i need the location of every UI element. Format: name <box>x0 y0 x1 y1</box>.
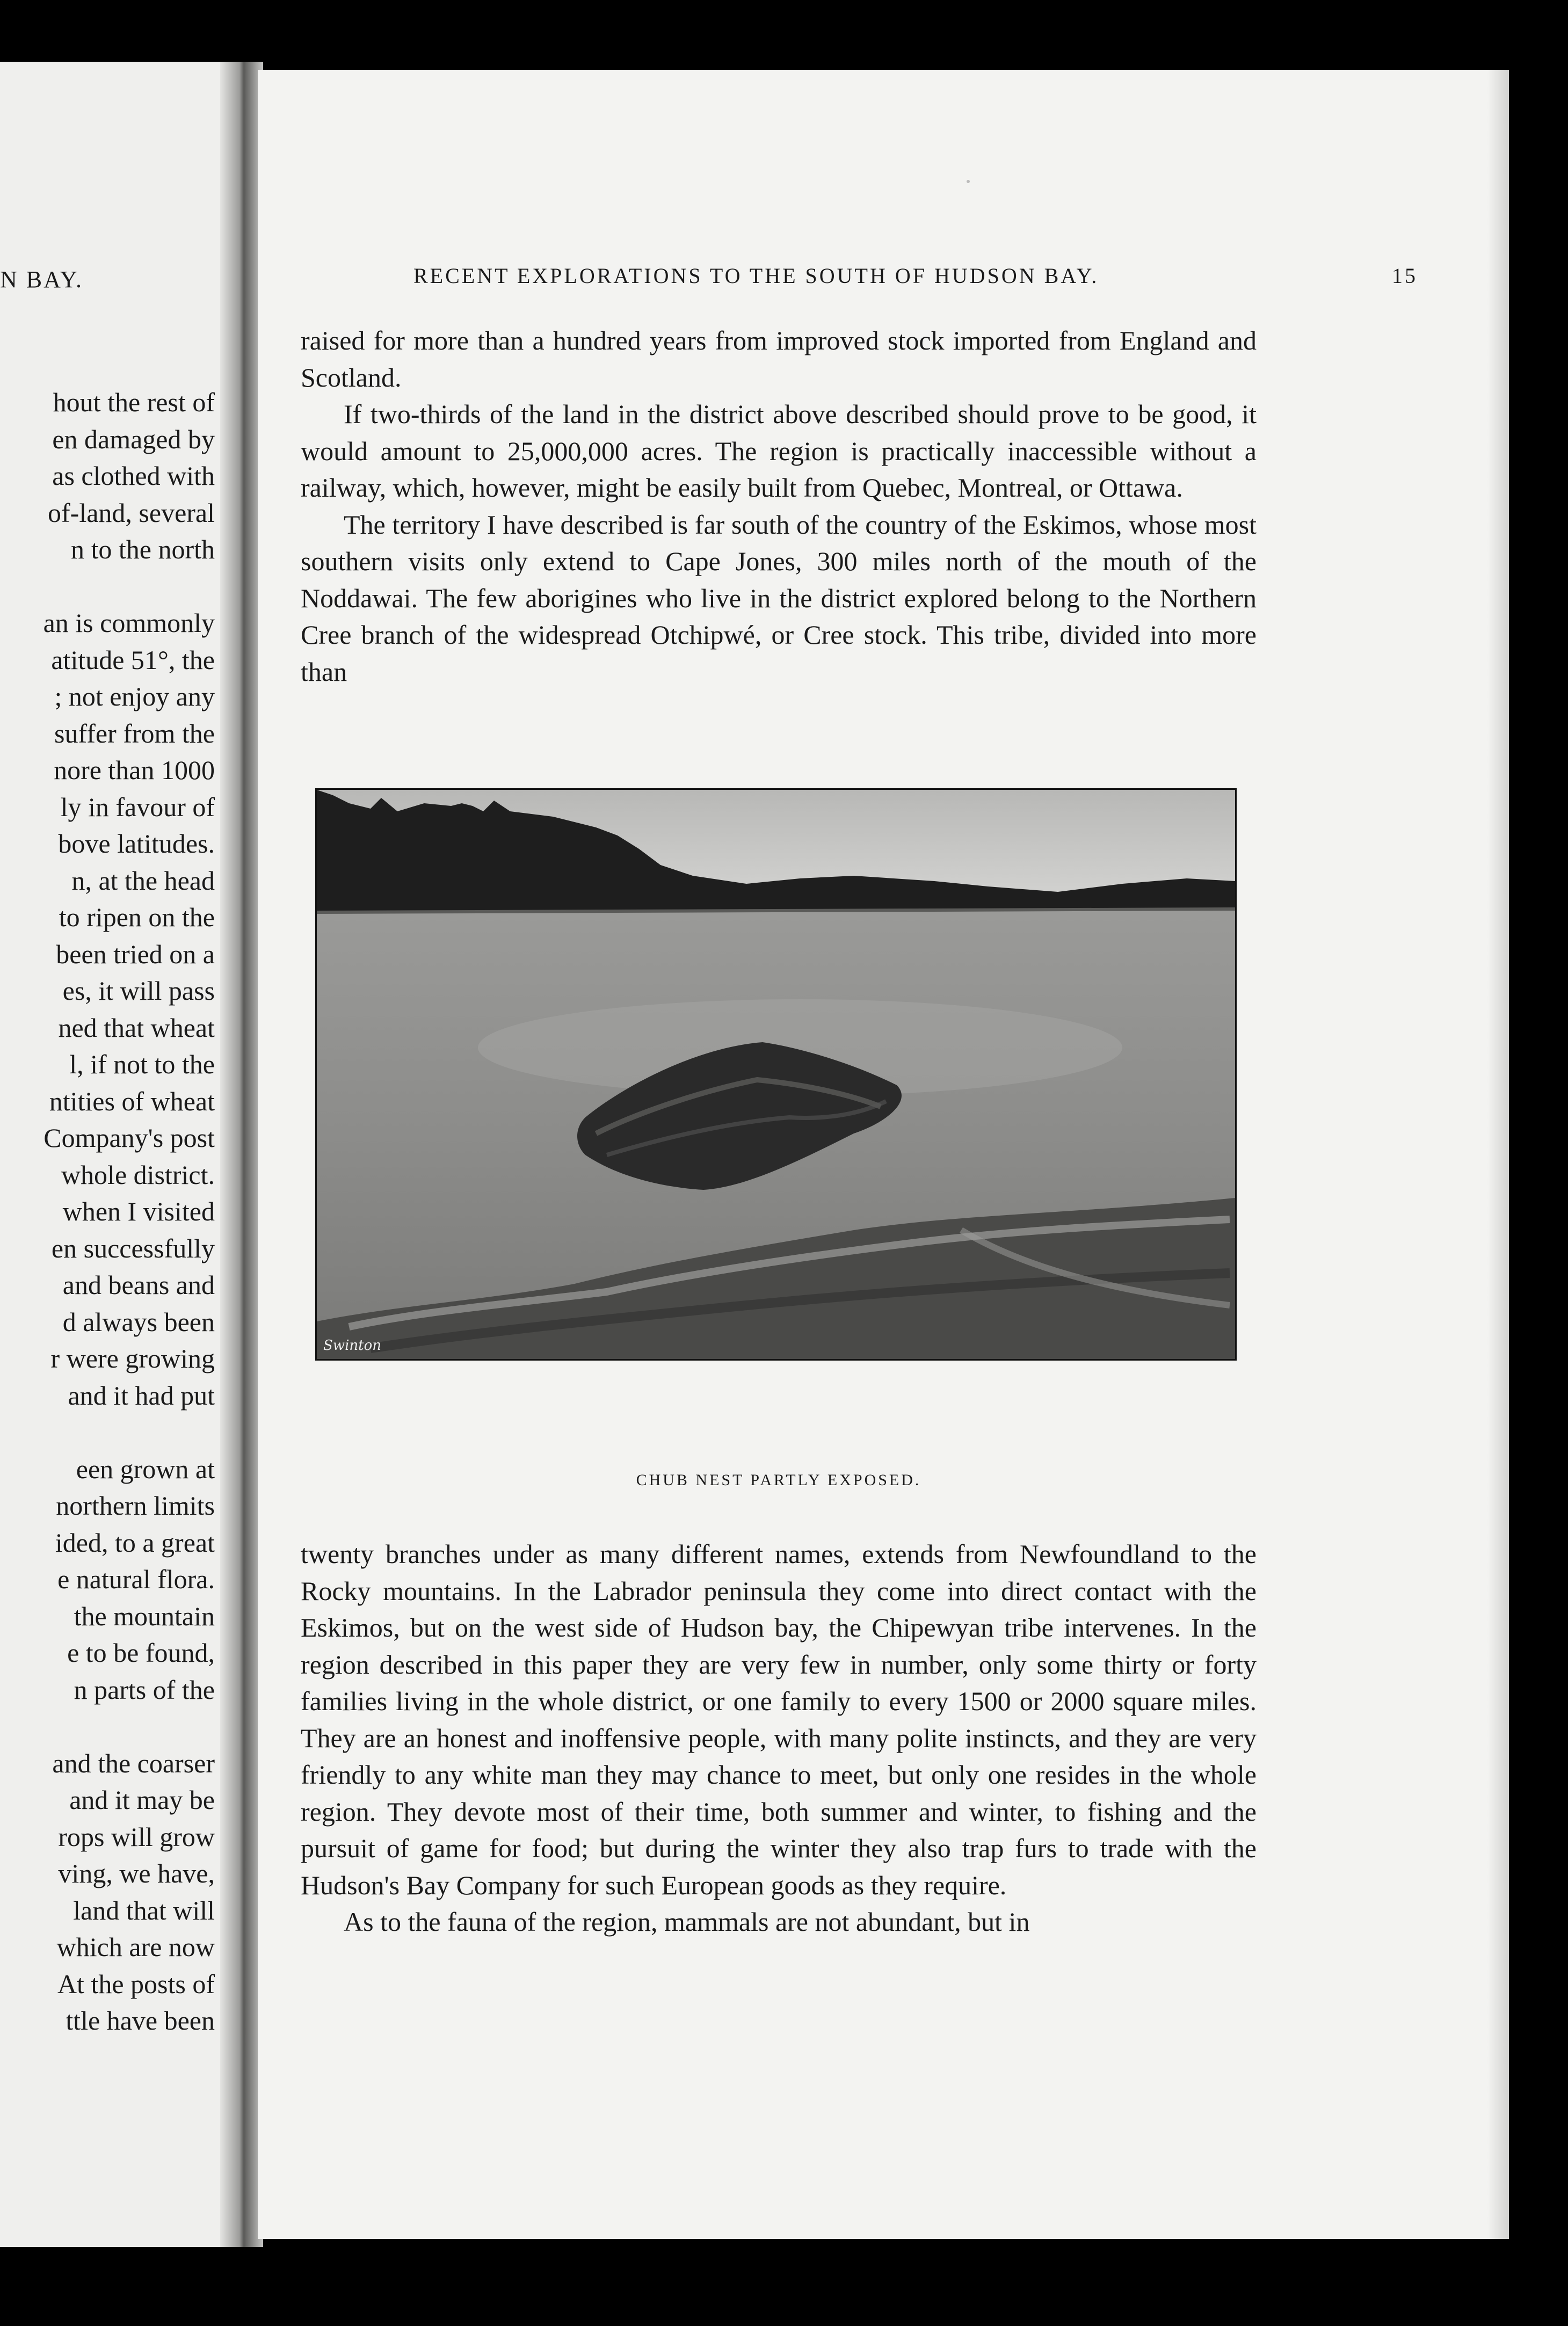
left-page-line: es, it will pass <box>62 976 215 1006</box>
left-page-line: of-land, several <box>48 497 215 528</box>
left-page-line: ntities of wheat <box>49 1086 215 1116</box>
left-page-line: At the posts of <box>57 1968 215 1999</box>
photograph-chub-nest <box>315 788 1237 1361</box>
left-page-line: hout the rest of <box>53 387 215 417</box>
text-block-top <box>301 322 1257 690</box>
left-page-line: and beans and <box>62 1270 215 1300</box>
paragraph: As to the fauna of the region, mammals are not abundant, but in <box>344 1907 1030 1937</box>
paper-speck <box>967 180 970 183</box>
left-page-line: d always been <box>62 1306 215 1337</box>
paragraph: raised for more than a hundred years from improved stock imported from England and Scotland. <box>301 325 1257 392</box>
left-page-line: as clothed with <box>52 461 215 491</box>
left-page-line: northern limits <box>56 1491 215 1521</box>
figure-caption: CHUB NEST PARTLY EXPOSED. <box>636 1471 921 1489</box>
left-page-line: been tried on a <box>56 939 215 969</box>
paragraph: The territory I have described is far south of the country of the Eskimos, whose most southern visits only extend to Cape Jones, 300 miles north of the mouth of the Noddawai. The few aborigines who live in the district explored belong to the Northern Cree branch of the widespread Otchipwé, or Cree stock. This tribe, divided into more than <box>301 509 1257 687</box>
left-page-line: to ripen on the <box>59 902 215 932</box>
left-page-line: n parts of the <box>74 1674 215 1705</box>
left-page-line: e natural flora. <box>57 1564 215 1594</box>
left-page-line: the mountain <box>74 1601 215 1631</box>
left-page-line: an is commonly <box>43 608 215 638</box>
running-head-title: RECENT EXPLORATIONS TO THE SOUTH OF HUDSON BAY. <box>413 264 1099 288</box>
left-page-line: whole district. <box>61 1159 215 1190</box>
running-head <box>413 263 1418 288</box>
book-gutter <box>220 62 263 2247</box>
photo-signature: Swinton <box>323 1338 381 1354</box>
left-page-line: n to the north <box>70 534 215 564</box>
left-page-line: l, if not to the <box>69 1049 215 1079</box>
text-block-bottom <box>301 1536 1257 1940</box>
left-page-line: ttle have been <box>66 2005 215 2036</box>
left-page-line: e to be found, <box>67 1638 215 1668</box>
right-page <box>258 70 1509 2239</box>
page-number: 15 <box>1392 264 1418 288</box>
left-page-line: and it may be <box>69 1785 215 1815</box>
left-page-line: bove latitudes. <box>58 828 215 859</box>
left-page-line: ided, to a great <box>55 1527 215 1558</box>
left-page-line: suffer from the <box>54 718 215 748</box>
left-page-line: ving, we have, <box>58 1858 215 1888</box>
left-page-line: when I visited <box>62 1196 215 1226</box>
left-page-line: en successfully <box>51 1233 215 1263</box>
left-page-line: een grown at <box>76 1453 215 1484</box>
paragraph: If two-thirds of the land in the district above described should prove to be good, it would amount to 25,000,000 acres. The region is practically inaccessible without a railway, which, however, might be easily built from Quebec, Montreal, or Ottawa. <box>301 399 1257 503</box>
left-page-line: which are now <box>56 1932 215 1962</box>
left-page-line: nore than 1000 <box>54 755 215 785</box>
page-edge <box>1487 70 1509 2239</box>
left-page-line: en damaged by <box>52 424 215 454</box>
paragraph: twenty branches under as many different names, extends from Newfoundland to the Rocky mountains. In the Labrador peninsula they come into direct contact with the Eskimos, but on the west side of Hudson bay, the Chipewyan tribe intervenes. In the region described in this paper they are very few in number, only some thirty or forty families living in the whole district, or one family to every 1500 or 2000 square miles. They are an honest and inoffensive people, with many polite instincts, and they are very friendly to any white man they may chance to meet, but only one resides in the whole region. They devote most of their time, both summer and winter, to fishing and the pursuit of game for food; but during the winter they also trap furs to trade with the Hudson's Bay Company for such European goods as they require. <box>301 1539 1257 1900</box>
left-page-line: Company's post <box>43 1123 215 1153</box>
left-facing-page <box>0 62 247 2247</box>
left-page-line: ; not enjoy any <box>54 681 215 711</box>
left-page-line: rops will grow <box>58 1821 215 1852</box>
left-page-running-head: N BAY. <box>0 266 83 293</box>
left-page-line: ly in favour of <box>60 791 215 822</box>
left-page-line: and the coarser <box>52 1748 215 1778</box>
photo-illustration <box>317 790 1235 1359</box>
left-page-line: r were growing <box>50 1343 215 1373</box>
left-page-line: n, at the head <box>71 865 215 896</box>
left-page-line: atitude 51°, the <box>51 644 215 675</box>
left-page-line: ned that wheat <box>58 1012 215 1043</box>
left-page-line: and it had put <box>68 1380 215 1411</box>
left-page-line: land that will <box>73 1895 215 1925</box>
